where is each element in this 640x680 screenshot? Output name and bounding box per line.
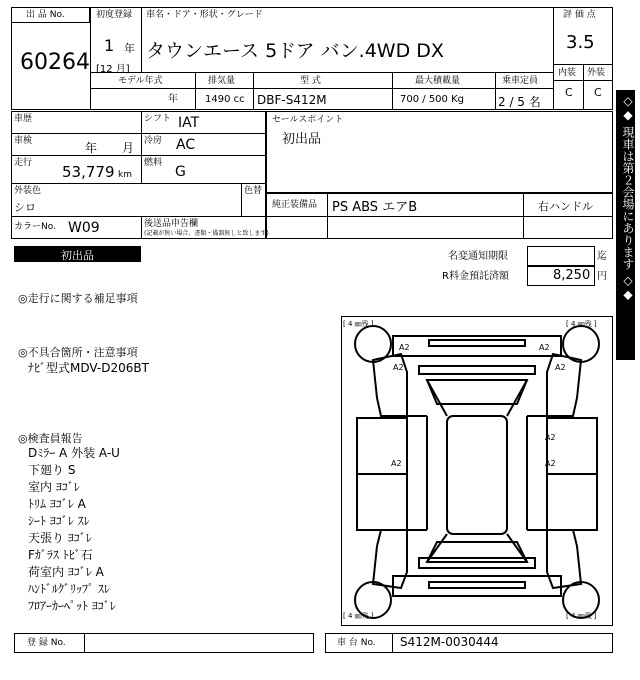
front-hood xyxy=(419,366,535,374)
tire-front-left-label: [ 4 ㎜残 ] xyxy=(343,320,374,328)
sales-point: 初出品 xyxy=(282,132,322,147)
driving-notes-header: ◎走行に関する補足事項 xyxy=(18,292,138,305)
divider xyxy=(241,183,242,216)
shift: IAT xyxy=(178,115,200,131)
equipment: PS ABS エアB xyxy=(332,200,418,215)
ac: AC xyxy=(176,137,196,153)
shift-label: シフト xyxy=(144,114,172,124)
interior-label: 内装 xyxy=(558,68,577,78)
first-reg-label: 初度登録 xyxy=(96,10,133,20)
chassis-label: 車 台 No. xyxy=(337,638,376,648)
sales-point-label: セールスポイント xyxy=(272,115,344,125)
damage-front-bumper-right: A2 xyxy=(539,343,550,352)
divider xyxy=(495,72,496,110)
score-value: 3.5 xyxy=(566,32,595,53)
tire-rear-left-label: [ 4 ㎜残 ] xyxy=(343,612,374,620)
divider xyxy=(392,633,393,653)
fuel: G xyxy=(175,164,186,180)
recycle-label: R料金預託済額 xyxy=(442,271,509,282)
note-line: ﾊﾝﾄﾞﾙｸﾞﾘｯﾌﾟ ｽﾚ xyxy=(28,582,110,596)
rear-bumper xyxy=(393,576,561,596)
note-line: Fｶﾞﾗｽ ﾄﾋﾞ石 xyxy=(28,548,93,562)
right-rear-door xyxy=(547,474,597,530)
exterior-grade: C xyxy=(594,86,602,99)
model-code: DBF-S412M xyxy=(257,93,327,107)
model-year-label: モデル年式 xyxy=(118,76,163,86)
equipment-label: 純正装備品 xyxy=(272,200,318,210)
details-frame xyxy=(11,111,266,239)
color-no: W09 xyxy=(68,220,100,236)
divider xyxy=(11,155,266,156)
windshield xyxy=(427,380,527,404)
damage-left-front-door: A2 xyxy=(391,459,402,468)
mileage: 53,779 xyxy=(62,163,115,181)
score-label: 評 価 点 xyxy=(563,10,596,20)
capacity: 2 / 5 名 xyxy=(498,95,541,109)
divider xyxy=(583,64,584,110)
divider xyxy=(90,7,91,110)
max-load: 700 / 500 Kg xyxy=(400,94,464,105)
note-line: ｼｰﾄ ﾖｺﾞﾚ ｽﾚ xyxy=(28,514,90,528)
divider xyxy=(84,633,85,653)
divider xyxy=(553,7,554,110)
reg-no-label: 登 録 No. xyxy=(27,638,66,648)
model-code-label: 型 式 xyxy=(300,76,321,86)
note-line: 下廻り S xyxy=(28,463,76,477)
note-line: ﾄﾘﾑ ﾖｺﾞﾚ A xyxy=(28,497,86,511)
history-label: 車歴 xyxy=(14,114,33,124)
divider xyxy=(11,216,266,217)
aftermarket-label: 後送品申告欄 xyxy=(144,219,199,229)
inspection-year-unit: 年 xyxy=(85,141,98,155)
exterior-label: 外装 xyxy=(587,68,606,78)
lot-label: 出 品 No. xyxy=(26,10,65,20)
damage-right-front-door: A2 xyxy=(545,433,556,442)
chassis-no: S412M-0030444 xyxy=(400,635,499,649)
divider xyxy=(253,72,254,110)
fuel-label: 燃料 xyxy=(144,158,163,168)
ext-color-label: 外装色 xyxy=(14,186,42,196)
divider xyxy=(266,216,613,217)
recycle-unit: 円 xyxy=(597,271,607,282)
divider xyxy=(392,72,393,110)
car-name: タウンエース 5ドア バン.4WD DX xyxy=(146,40,444,62)
car-name-label: 車名・ドア・形状・グレード xyxy=(146,10,263,20)
steering: 右ハンドル xyxy=(538,200,593,213)
divider xyxy=(141,7,142,72)
mileage-unit: km xyxy=(118,170,132,180)
name-change-label: 名変通知期限 xyxy=(448,251,508,262)
color-change-label: 色替 xyxy=(244,186,263,196)
divider xyxy=(11,133,266,134)
inspection-month-unit: 月 xyxy=(122,141,135,155)
model-year-unit: 年 xyxy=(168,94,178,105)
inspection-label: 車検 xyxy=(14,136,33,146)
mileage-label: 走行 xyxy=(14,158,33,168)
tire-rear-left xyxy=(355,582,391,618)
note-line: ﾅﾋﾞ型式MDV-D206BT xyxy=(28,361,149,375)
divider xyxy=(195,72,196,110)
recycle-fee: 8,250 xyxy=(553,268,591,283)
divider xyxy=(90,88,553,89)
defects-header: ◎不具合箇所・注意事項 xyxy=(18,346,138,359)
divider xyxy=(553,80,613,81)
divider xyxy=(11,183,266,184)
max-load-label: 最大積載量 xyxy=(415,76,461,86)
car-outline-diagram xyxy=(341,316,613,626)
note-line: Dﾐﾗｰ A 外装 A-U xyxy=(28,446,120,460)
first-reg-year: 1 xyxy=(104,36,115,55)
note-line: 室内 ﾖｺﾞﾚ xyxy=(28,480,80,494)
divider xyxy=(141,111,142,183)
venue-banner-text: ◇◆ 現車は第２会場にあります ◇◆ xyxy=(621,94,635,302)
damage-front-bumper-left: A2 xyxy=(399,343,410,352)
first-reg-month: [12 月] xyxy=(96,64,130,75)
roof xyxy=(447,416,507,534)
damage-right-rear-door: A2 xyxy=(545,459,556,468)
divider xyxy=(141,216,142,239)
damage-left-front-fender: A2 xyxy=(393,363,404,372)
inspector-header: ◎検査員報告 xyxy=(18,432,83,445)
capacity-label: 乗車定員 xyxy=(502,76,539,86)
damage-right-front-fender: A2 xyxy=(555,363,566,372)
ac-label: 冷房 xyxy=(144,136,163,146)
lot-number: 60264 xyxy=(20,50,90,75)
name-change-box xyxy=(527,246,595,266)
first-listing-text: 初出品 xyxy=(61,249,94,262)
tire-rear-right xyxy=(563,582,599,618)
note-line: ﾌﾛｱｰｶｰﾍﾟｯﾄ ﾖｺﾞﾚ xyxy=(28,599,116,613)
interior-grade: C xyxy=(565,86,573,99)
displacement: 1490 cc xyxy=(205,94,245,105)
color-no-label: カラーNo. xyxy=(14,222,56,232)
aftermarket-note: (記載が無い場合、書類・備器無しと致します) xyxy=(144,230,269,237)
note-line: 天張り ﾖｺﾞﾚ xyxy=(28,531,92,545)
first-reg-year-unit: 年 xyxy=(124,42,135,55)
divider xyxy=(90,72,553,73)
left-rear-door xyxy=(357,474,407,530)
ext-color: シロ xyxy=(14,201,36,214)
displacement-label: 排気量 xyxy=(208,76,236,86)
tire-front-right-label: [ 4 ㎜残 ] xyxy=(566,320,597,328)
tire-rear-right-label: [ 4 ㎜残 ] xyxy=(566,612,597,620)
name-change-unit: 迄 xyxy=(597,251,607,262)
note-line: 荷室内 ﾖｺﾞﾚ A xyxy=(28,565,104,579)
